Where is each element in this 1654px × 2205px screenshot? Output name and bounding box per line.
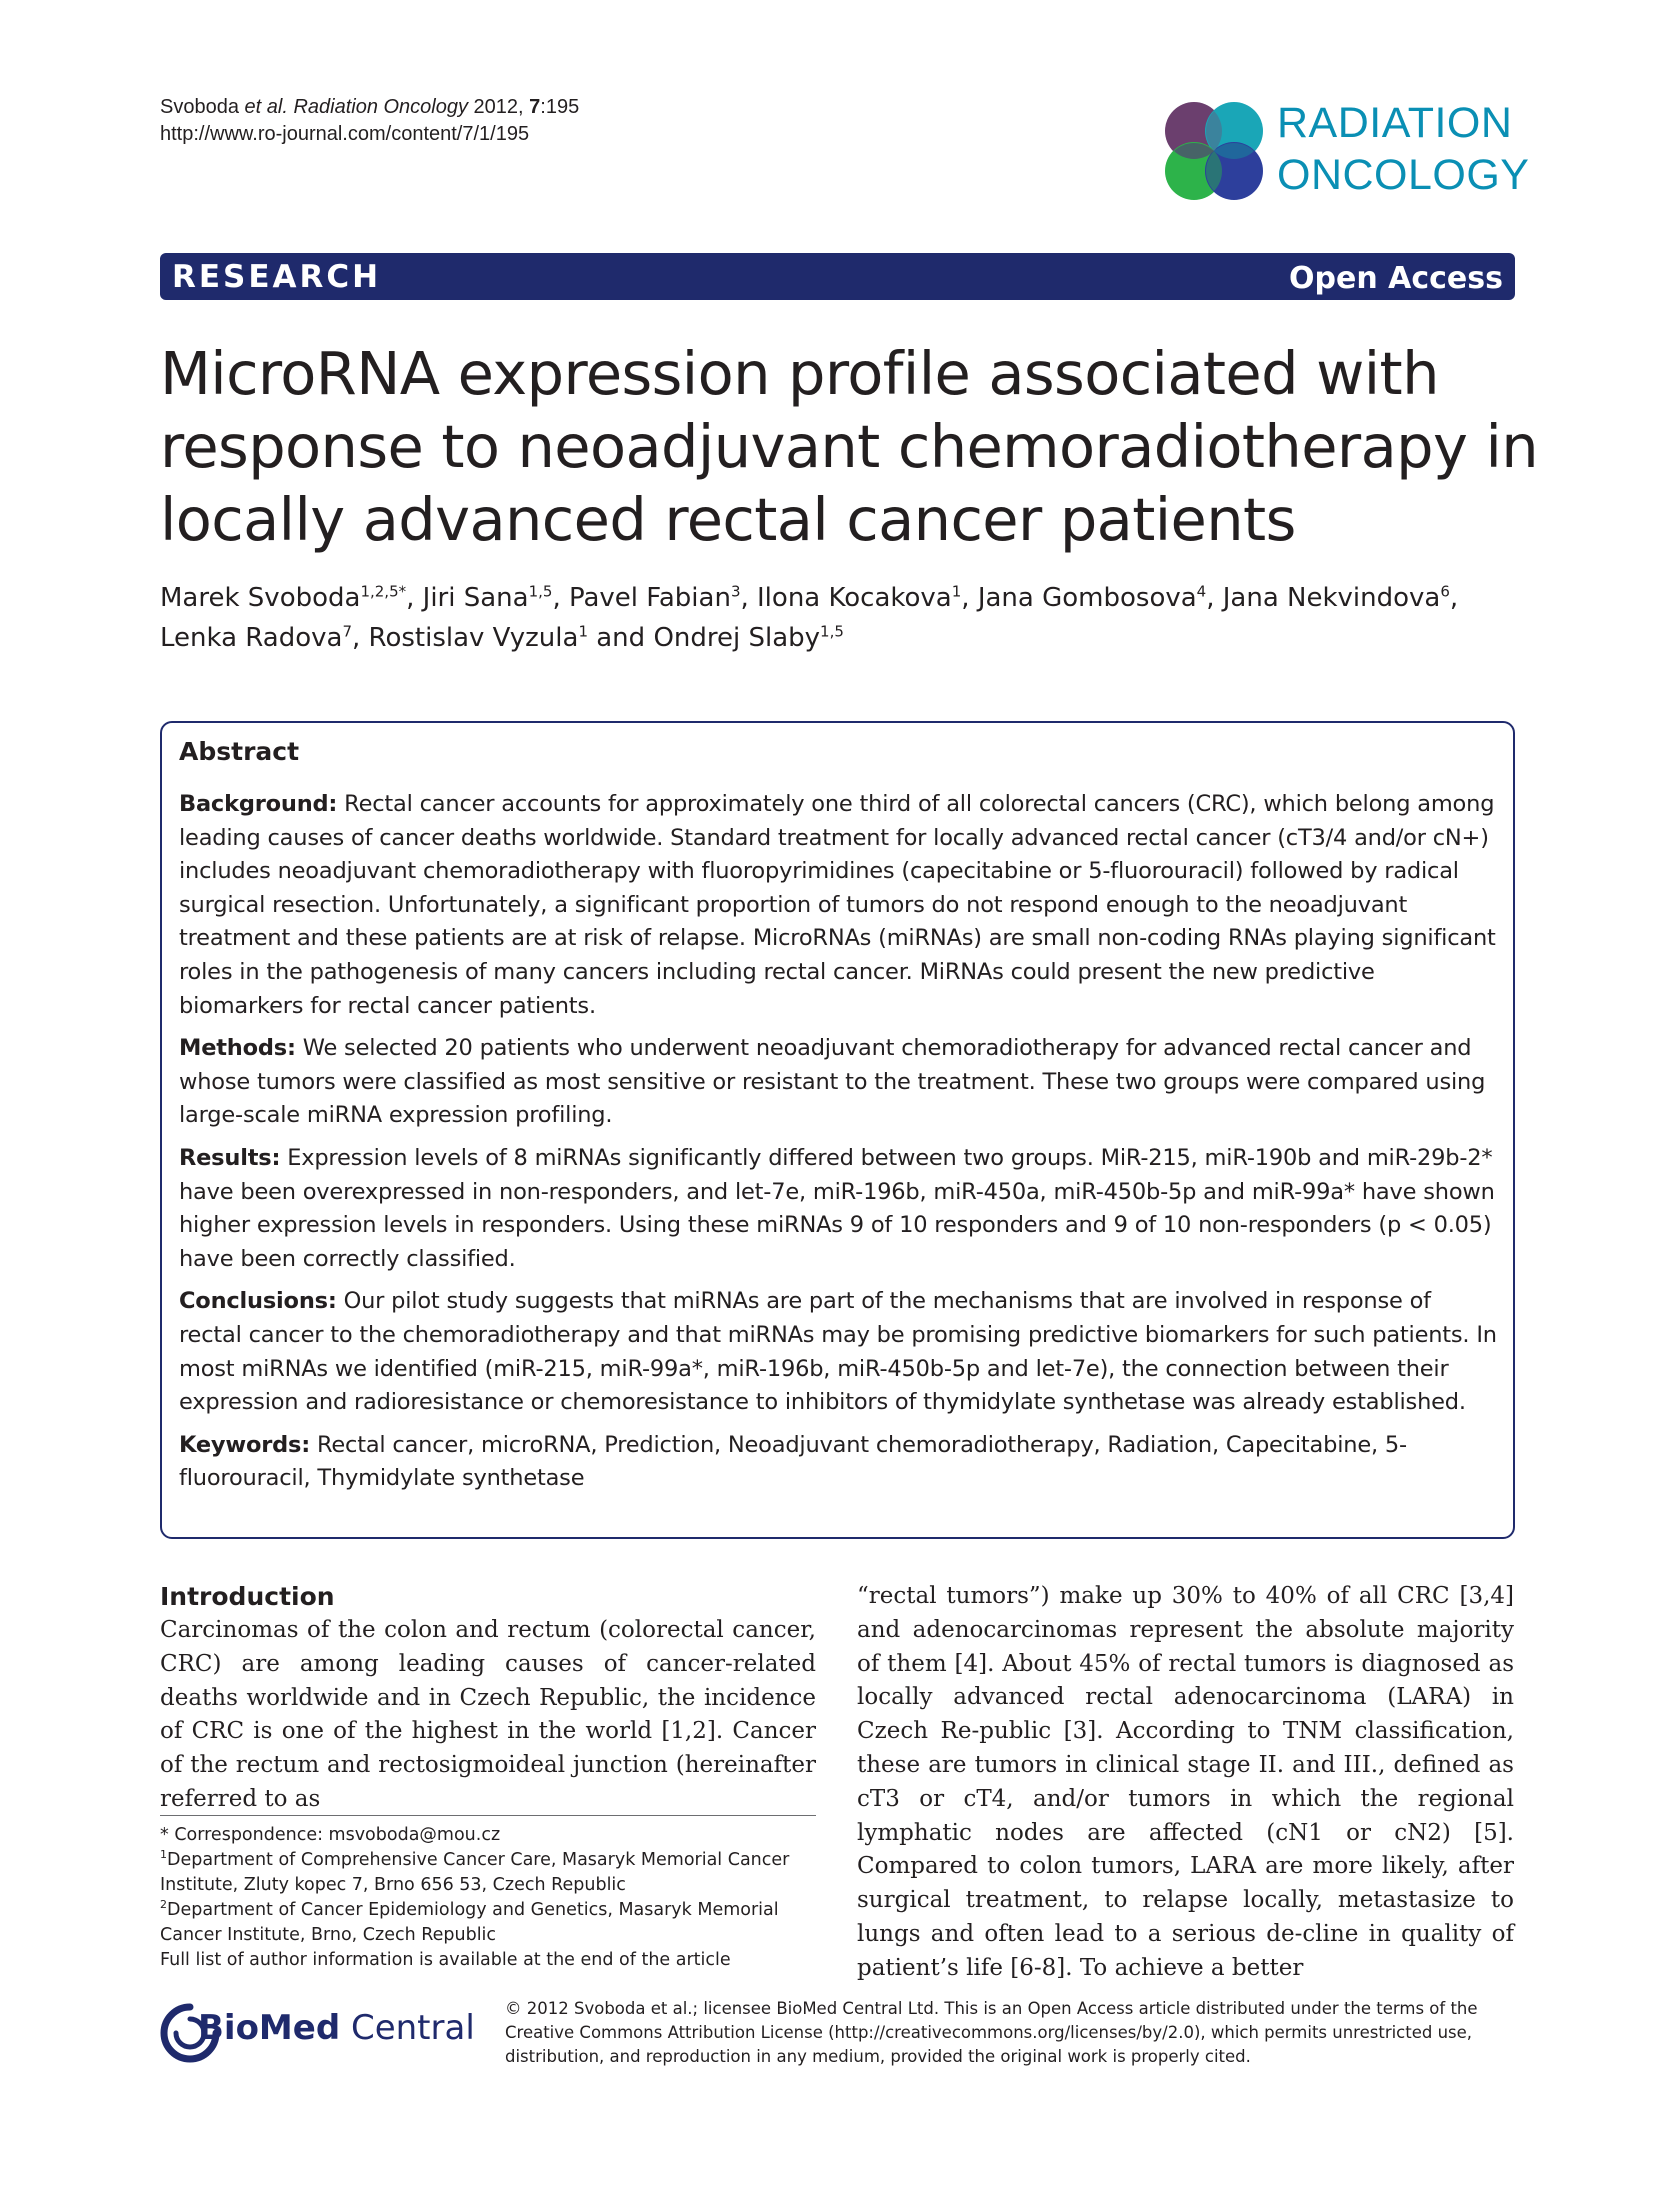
journal-logo-text: [1277, 97, 1530, 201]
author-separator: ,: [552, 583, 569, 613]
abstract-methods: [179, 1032, 1499, 1133]
author-name: Pavel Fabian$^3$: [568, 582, 741, 613]
citation-header: [160, 94, 579, 148]
abstract-heading: Abstract: [179, 737, 300, 766]
author-name: Lenka Radova$^7$: [160, 622, 353, 653]
section-heading-introduction: Introduction: [160, 1582, 335, 1611]
affiliation-2-number: 2: [160, 1898, 167, 1912]
abstract-background: [179, 788, 1499, 1023]
author-separator: and: [587, 623, 654, 653]
citation-author: Svoboda: [160, 96, 245, 118]
author-name: Rostislav Vyzula$^1$: [368, 622, 588, 653]
author-affiliation: 4: [1196, 582, 1207, 601]
body-column-right: [857, 1580, 1514, 1986]
affiliation-1: [160, 1848, 830, 1898]
results-text: Expression levels of 8 miRNAs significantly differed between two groups. MiR-215, miR-190b and miR-29b-2* have been overexpressed in non-responders, and let-7e, miR-196b, miR-450a, miR-450b-5p and miR-99a* have shown higher expression levels in responders. Using these miRNAs 9 of 10 responders and 9 of 10 non-responders (p < 0.05) have been correctly classified.: [179, 1144, 1495, 1272]
publisher-logo-text: [198, 2008, 475, 2048]
author-name: Jiri Sana$^{1,5}$: [422, 582, 553, 613]
author-separator: ,: [1449, 583, 1459, 613]
author-name: Ilona Kocakova$^1$: [757, 582, 962, 613]
author-name: Marek Svoboda$^{1,2,5*}$: [160, 582, 407, 613]
methods-label: Methods:: [179, 1035, 296, 1062]
author-name: Ondrej Slaby$^{1,5}$: [653, 622, 844, 653]
keywords-text: Rectal cancer, microRNA, Prediction, Neoadjuvant chemoradiotherapy, Radiation, Capecitabine, 5-fluorouracil, Thymidylate synthetase: [179, 1431, 1407, 1492]
author-affiliation: 1,5: [820, 622, 844, 641]
citation-etal: et al.: [244, 96, 288, 118]
publisher-name-rest: Central: [340, 2008, 475, 2048]
article-type: RESEARCH: [172, 259, 382, 295]
intro-paragraph-1: Carcinomas of the colon and rectum (colorectal cancer, CRC) are among leading causes of cancer-related deaths worldwide and in Czech Republic, the incidence of CRC is one of the highest in the world [1,2]. Cancer of the rectum and rectosigmoideal junction (hereinafter referred to as: [160, 1617, 816, 1812]
journal-logo-line1: RADIATION: [1277, 99, 1513, 147]
affiliation-1-text: Department of Comprehensive Cancer Care, Masaryk Memorial Cancer Institute, Zluty kopec 7, Brno 656 53, Czech Republic: [160, 1850, 790, 1895]
body-column-left: [160, 1580, 816, 1817]
citation-year: 2012,: [468, 96, 530, 118]
author-name: Jana Gombosova$^4$: [977, 582, 1207, 613]
journal-logo-icon: [1163, 100, 1265, 202]
abstract-box: [160, 721, 1515, 1539]
citation-journal: Radiation Oncology: [293, 96, 468, 118]
license-statement: © 2012 Svoboda et al.; licensee BioMed Central Ltd. This is an Open Access article distributed under the terms of the Creative Commons Attribution License (http://creativecommons.org/licenses/by/2.0), which permits unrestricted use, distribution, and reproduction in any medium, provided the original work is properly cited.: [505, 1999, 1478, 2066]
author-affiliation: 6: [1440, 582, 1450, 601]
affiliation-2-text: Department of Cancer Epidemiology and Genetics, Masaryk Memorial Cancer Institute, Brno, Czech Republic: [160, 1900, 779, 1945]
article-type-banner: [160, 253, 1515, 300]
results-label: Results:: [179, 1144, 281, 1171]
abstract-results: [179, 1142, 1499, 1276]
affiliation-1-number: 1: [160, 1848, 167, 1862]
author-separator: ,: [961, 583, 978, 613]
abstract-content: [179, 737, 1499, 1505]
author-separator: ,: [352, 623, 369, 653]
affiliation-2: [160, 1898, 830, 1948]
author-affiliation: 1: [578, 622, 588, 641]
author-affiliation: 1,5: [528, 582, 553, 601]
keywords-label: Keywords:: [179, 1431, 311, 1458]
methods-text: We selected 20 patients who underwent neoadjuvant chemoradiotherapy for advanced rectal cancer and whose tumors were classified as most sensitive or resistant to the treatment. These two groups were compared using large-scale miRNA expression profiling.: [179, 1035, 1486, 1129]
author-separator: ,: [1206, 583, 1223, 613]
conclusions-label: Conclusions:: [179, 1288, 337, 1315]
conclusions-text: Our pilot study suggests that miRNAs are part of the mechanisms that are involved in response of rectal cancer to the chemoradiotherapy and that miRNAs may be promising predictive biomarkers for such patients. In most miRNAs we identified (miR-215, miR-99a*, miR-196b, miR-450b-5p and let-7e), the connection between their expression and radioresistance or chemoresistance to inhibitors of thymidylate synthetase was already established.: [179, 1288, 1497, 1416]
author-affiliation: 1: [951, 582, 962, 601]
footnotes: [160, 1823, 830, 1973]
author-affiliation: 7: [342, 622, 353, 641]
author-separator: ,: [406, 583, 423, 613]
publisher-name-bold: BioMed: [198, 2008, 341, 2048]
citation-line: [160, 94, 579, 121]
citation-volume: 7: [529, 96, 541, 118]
author-affiliation: 1,2,5*: [360, 582, 407, 601]
background-label: Background:: [179, 791, 338, 817]
author-name: Jana Nekvindova$^6$: [1222, 582, 1450, 613]
background-text: Rectal cancer accounts for approximately one third of all colorectal cancers (CRC), which belong among leading causes of cancer deaths worldwide. Standard treatment for locally advanced rectal cancer (cT3/4 and/or cN+) includes neoadjuvant chemoradiotherapy with fluoropyrimidines (capecitabine or 5-fluorouracil) followed by radical surgical resection. Unfortunately, a significant proportion of tumors do not respond enough to the neoadjuvant treatment and these patients are at risk of relapse. MicroRNAs (miRNAs) are small non-coding RNAs playing significant roles in the pathogenesis of many cancers including rectal cancer. MiRNAs could present the new predictive biomarkers for rectal cancer patients.: [179, 791, 1496, 1019]
article-url[interactable]: http://www.ro-journal.com/content/7/1/195: [160, 123, 530, 145]
author-separator: ,: [740, 583, 758, 613]
open-access-label: Open Access: [1289, 261, 1503, 296]
author-list: [160, 578, 1520, 658]
correspondence-note: * Correspondence: msvoboda@mou.cz: [160, 1825, 501, 1845]
journal-logo-line2: ONCOLOGY: [1277, 151, 1530, 199]
abstract-conclusions: [179, 1285, 1499, 1419]
citation-page: :195: [540, 96, 580, 118]
full-list-note: Full list of author information is available at the end of the article: [160, 1950, 731, 1970]
article-title: MicroRNA expression profile associated with response to neoadjuvant chemoradiotherapy in locally advanced rectal cancer patients: [160, 339, 1539, 554]
footnote-divider: [160, 1815, 816, 1816]
abstract-keywords: [179, 1429, 1499, 1496]
author-affiliation: 3: [730, 582, 741, 601]
intro-paragraph-continued: “rectal tumors”) make up 30% to 40% of all CRC [3,4] and adenocarcinomas represent the absolute majority of them [4]. About 45% of rectal tumors is diagnosed as locally advanced rectal adenocarcinoma (LARA) in Czech Re-public [3]. According to TNM classification, these are tumors in clinical stage II. and III., defined as cT3 or cT4, and/or tumors in which the regional lymphatic nodes are affected (cN1 or cN2) [5]. Compared to colon tumors, LARA are more likely, after surgical treatment, to relapse locally, metastasize to lungs and often lead to a serious de-cline in quality of patient’s life [6-8]. To achieve a better: [857, 1583, 1514, 1981]
